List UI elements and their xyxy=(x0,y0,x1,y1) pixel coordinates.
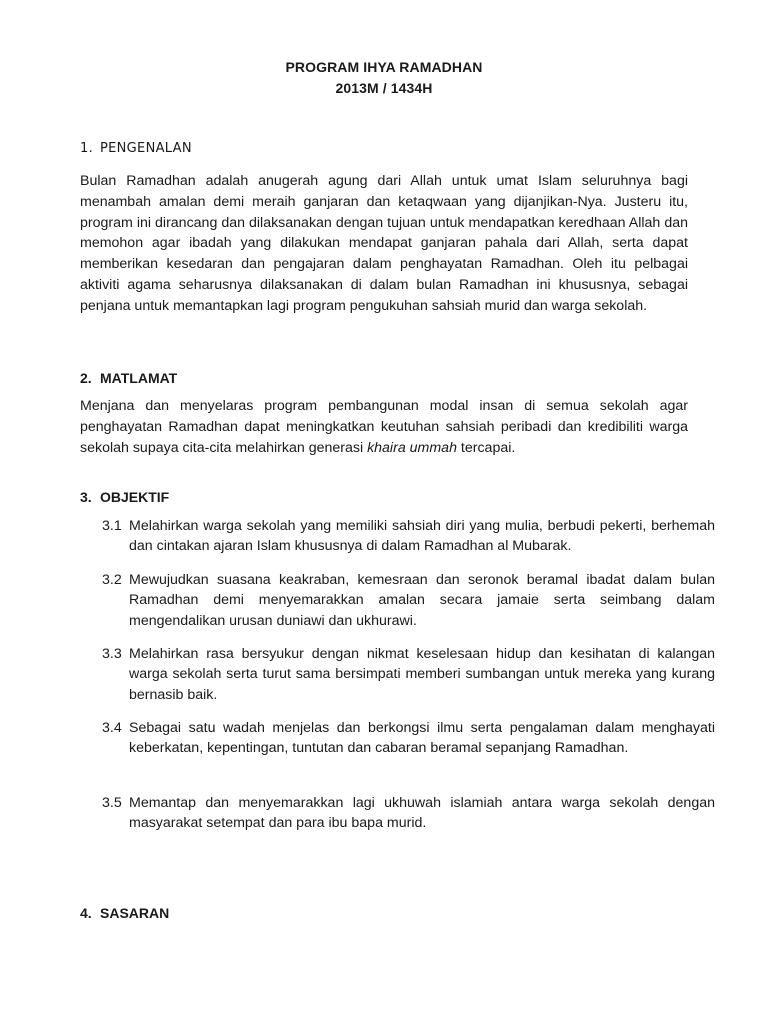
body-text: tercapai. xyxy=(456,439,516,456)
objective-number: 3.2 xyxy=(102,572,122,588)
document-subtitle: 2013M / 1434H xyxy=(335,80,433,96)
section-title: MATLAMAT xyxy=(100,370,178,386)
section-number: 2. xyxy=(80,370,92,386)
objective-number: 3.1 xyxy=(102,518,122,534)
section-number: 3. xyxy=(80,489,92,505)
section-heading-matlamat xyxy=(80,370,177,386)
objective-number: 3.4 xyxy=(102,720,122,736)
objective-item xyxy=(102,718,715,759)
section-body-pengenalan: Bulan Ramadhan adalah anugerah agung dari Allah untuk umat Islam seluruhnya bagi menambah amalan demi meraih ganjaran dan ketaqwaan yang dijanjikan-Nya. Justeru itu, program ini dirancang dan dilaksanakan dengan tujuan untuk mendapatkan keredhaan Allah dan memohon agar ibadah yang dilakukan mendapat ganjaran pahala dari Allah, serta dapat memberikan kesedaran dan pengajaran dalam penghayatan Ramadhan. Oleh itu pelbagai aktiviti agama seharusnya dilaksanakan di dalam bulan Ramadhan ini khususnya, sebagai penjana untuk memantapkan lagi program pengukuhan sahsiah murid dan warga sekolah. xyxy=(80,173,688,314)
objective-text: Mewujudkan suasana keakraban, kemesraan dan seronok beramal ibadat dalam bulan Ramadhan demi menyemarakkan amalan secara jamaie serta seimbang dalam mengendalikan urusan duniawi dan ukhurawi. xyxy=(129,572,715,629)
objective-number: 3.3 xyxy=(102,646,122,662)
body-text: Menjana dan menyelaras program pembangunan modal insan di semua sekolah agar penghayatan Ramadhan dapat meningkatkan keutuhan sahsiah peribadi dan kredibiliti warga sekolah supaya cita-cita melahirkan generasi xyxy=(80,398,688,456)
objective-text: Melahirkan rasa bersyukur dengan nikmat keselesaan hidup dan kesihatan di kalangan warga sekolah serta turut sama bersimpati memberi sumbangan untuk mereka yang kurang bernasib baik. xyxy=(129,646,715,703)
section-title: OBJEKTIF xyxy=(100,489,170,505)
objective-item xyxy=(102,570,715,631)
objective-text: Memantap dan menyemarakkan lagi ukhuwah islamiah antara warga sekolah dengan masyarakat setempat dan para ibu bapa murid. xyxy=(129,795,715,832)
document-title: PROGRAM IHYA RAMADHAN xyxy=(285,59,483,75)
italic-phrase: khaira ummah xyxy=(367,439,457,456)
section-body-matlamat xyxy=(80,396,688,458)
section-title: SASARAN xyxy=(100,905,170,921)
section-number: 1. xyxy=(80,141,94,156)
objective-number: 3.5 xyxy=(102,795,122,811)
section-heading-objektif xyxy=(80,489,169,505)
objective-text: Melahirkan warga sekolah yang memiliki sahsiah diri yang mulia, berbudi pekerti, berhemah dan cintakan ajaran Islam khususnya di dalam Ramadhan al Mubarak. xyxy=(129,518,715,555)
objective-item xyxy=(102,516,715,557)
objective-item xyxy=(102,793,715,834)
section-number: 4. xyxy=(80,905,92,921)
section-heading-sasaran xyxy=(80,905,169,921)
objective-text: Sebagai satu wadah menjelas dan berkongsi ilmu serta pengalaman dalam menghayati keberkatan, kepentingan, tuntutan dan cabaran beramal sepanjang Ramadhan. xyxy=(129,720,715,757)
section-title: PENGENALAN xyxy=(100,141,192,156)
objective-item xyxy=(102,644,715,705)
section-heading-pengenalan xyxy=(80,141,192,156)
